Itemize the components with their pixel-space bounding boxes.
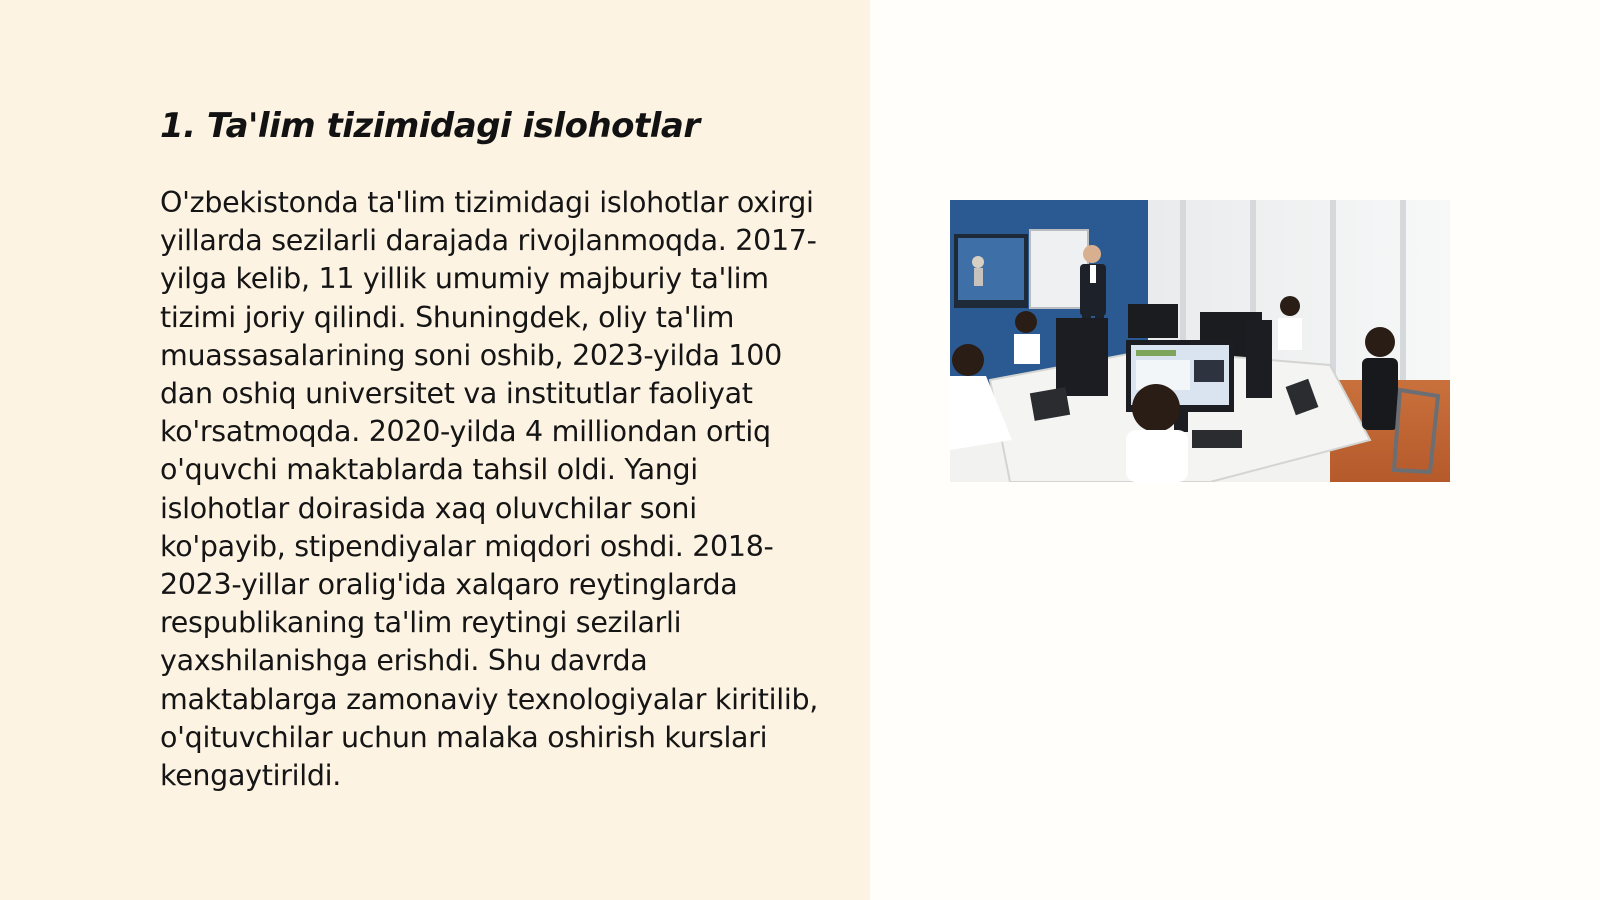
monitor [1056, 318, 1108, 396]
slide-title: 1. Ta'lim tizimidagi islohotlar [160, 106, 700, 146]
student [1132, 384, 1180, 432]
monitor [1246, 320, 1272, 398]
student [1365, 327, 1395, 357]
student [952, 344, 984, 376]
teacher [1083, 245, 1101, 263]
slide-body-text: O'zbekistonda ta'lim tizimidagi islohotlar oxirgi yillarda sezilarli darajada rivojlanmoqda. 2017-yilga kelib, 11 yillik umumiy majburiy ta'lim tizimi joriy qilindi. Shuningdek, oliy ta'lim muassasalarining soni oshib, 2023-yilda 100 dan oshiq universitet va institutlar faoliyat ko'rsatmoqda. 2020-yilda 4 milliondan ortiq o'quvchi maktablarda tahsil oldi. Yangi islohotlar doirasida xaq oluvchilar soni ko'payib, stipendiyalar miqdori oshdi. 2018-2023-yillar oralig'ida xalqaro reytinglarda respublikaning ta'lim reytingi sezilarli yaxshilanishga erishdi. Shu davrda maktablarga zamonaviy texnologiyalar kiritilib, o'qituvchilar uchun malaka oshirish kurslari kengaytirildi. [160, 186, 819, 793]
classroom-photo [950, 200, 1450, 482]
whiteboard [1030, 230, 1088, 308]
